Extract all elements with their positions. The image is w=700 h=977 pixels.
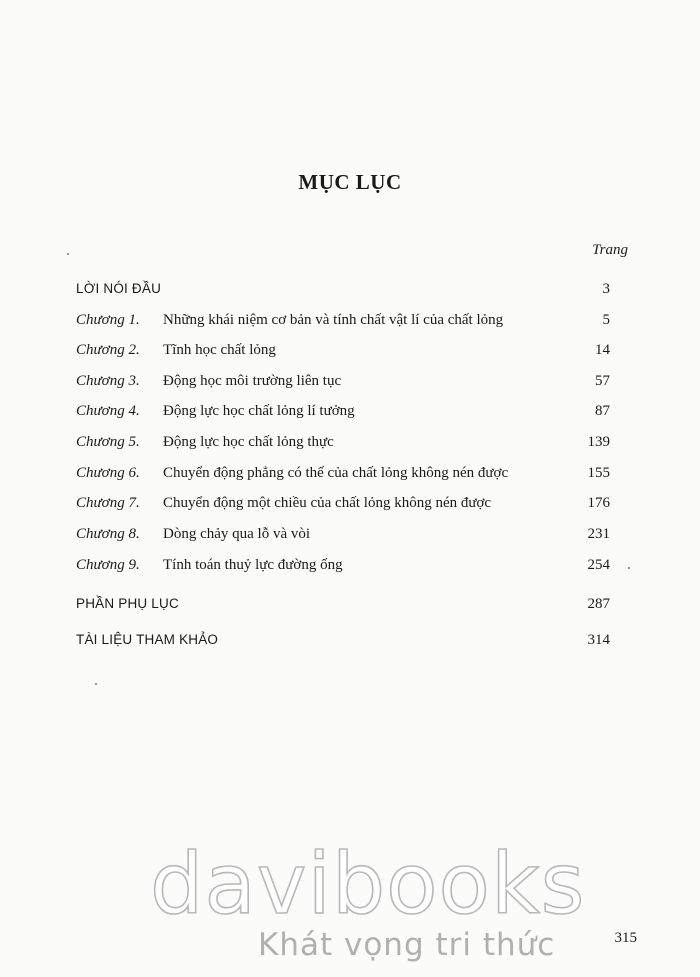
toc-entry-page: 254 bbox=[587, 557, 610, 573]
toc-entry-label: TÀI LIỆU THAM KHẢO bbox=[76, 632, 219, 647]
chapter-title: Tính toán thuỷ lực đường ống bbox=[163, 557, 343, 573]
toc-entry-page: 3 bbox=[602, 281, 610, 297]
toc-entry-chapter-2[interactable] bbox=[76, 340, 610, 360]
toc-entry-page: 139 bbox=[587, 434, 610, 450]
toc-entry-chapter-4[interactable] bbox=[76, 401, 610, 421]
toc-entry-chapter-9[interactable] bbox=[76, 555, 610, 575]
toc-entry-chapter-3[interactable] bbox=[76, 371, 610, 391]
chapter-number: Chương 3. bbox=[76, 373, 140, 389]
chapter-title: Những khái niệm cơ bản và tính chất vật lí của chất lỏng bbox=[163, 312, 504, 328]
toc-entry-chapter-5[interactable] bbox=[76, 432, 610, 452]
toc-entry-page: 87 bbox=[595, 403, 610, 419]
scan-speck bbox=[67, 253, 69, 255]
chapter-title: Động lực học chất lỏng thực bbox=[163, 434, 334, 450]
toc-entry-page: 57 bbox=[595, 373, 610, 389]
chapter-number: Chương 5. bbox=[76, 434, 140, 450]
chapter-title: Chuyển động phẳng có thế của chất lỏng không nén được bbox=[163, 465, 509, 481]
toc-entry-label: PHẦN PHỤ LỤC bbox=[76, 596, 179, 611]
chapter-title: Động lực học chất lỏng lí tưởng bbox=[163, 403, 355, 419]
toc-entry-label: LỜI NÓI ĐẦU bbox=[76, 281, 162, 296]
watermark-tagline: Khát vọng tri thức bbox=[258, 927, 556, 963]
chapter-number: Chương 2. bbox=[76, 342, 140, 358]
toc-entry-page: 314 bbox=[587, 632, 610, 648]
scan-speck bbox=[628, 567, 630, 569]
scan-speck bbox=[95, 683, 97, 685]
toc-entry-page: 231 bbox=[587, 526, 610, 542]
chapter-number: Chương 4. bbox=[76, 403, 140, 419]
toc-entry-page: 5 bbox=[602, 312, 610, 328]
page-column-header: Trang bbox=[592, 242, 628, 258]
toc-entry-page: 176 bbox=[587, 495, 610, 511]
toc-entry-appendix[interactable] bbox=[76, 594, 610, 614]
chapter-number: Chương 9. bbox=[76, 557, 140, 573]
chapter-number: Chương 7. bbox=[76, 495, 140, 511]
toc-entry-references[interactable] bbox=[76, 630, 610, 650]
chapter-title: Chuyển động một chiều của chất lỏng không nén được bbox=[163, 495, 492, 511]
toc-entry-chapter-6[interactable] bbox=[76, 463, 610, 483]
page-title: MỤC LỤC bbox=[298, 170, 402, 194]
toc-entry-chapter-7[interactable] bbox=[76, 493, 610, 513]
chapter-title: Động học môi trường liên tục bbox=[163, 373, 342, 389]
toc-entry-front-matter[interactable] bbox=[76, 279, 610, 299]
toc-entry-chapter-8[interactable] bbox=[76, 524, 610, 544]
toc-entry-page: 287 bbox=[587, 596, 610, 612]
toc-entry-page: 155 bbox=[587, 465, 610, 481]
page-number: 315 bbox=[614, 930, 637, 946]
watermark-logo: davibooks bbox=[150, 835, 586, 933]
toc-entry-chapter-1[interactable] bbox=[76, 310, 610, 330]
toc-entry-page: 14 bbox=[595, 342, 610, 358]
chapter-title: Dòng chảy qua lỗ và vòi bbox=[163, 526, 311, 542]
chapter-number: Chương 8. bbox=[76, 526, 140, 542]
chapter-number: Chương 1. bbox=[76, 312, 140, 328]
chapter-number: Chương 6. bbox=[76, 465, 140, 481]
chapter-title: Tĩnh học chất lỏng bbox=[163, 342, 276, 358]
